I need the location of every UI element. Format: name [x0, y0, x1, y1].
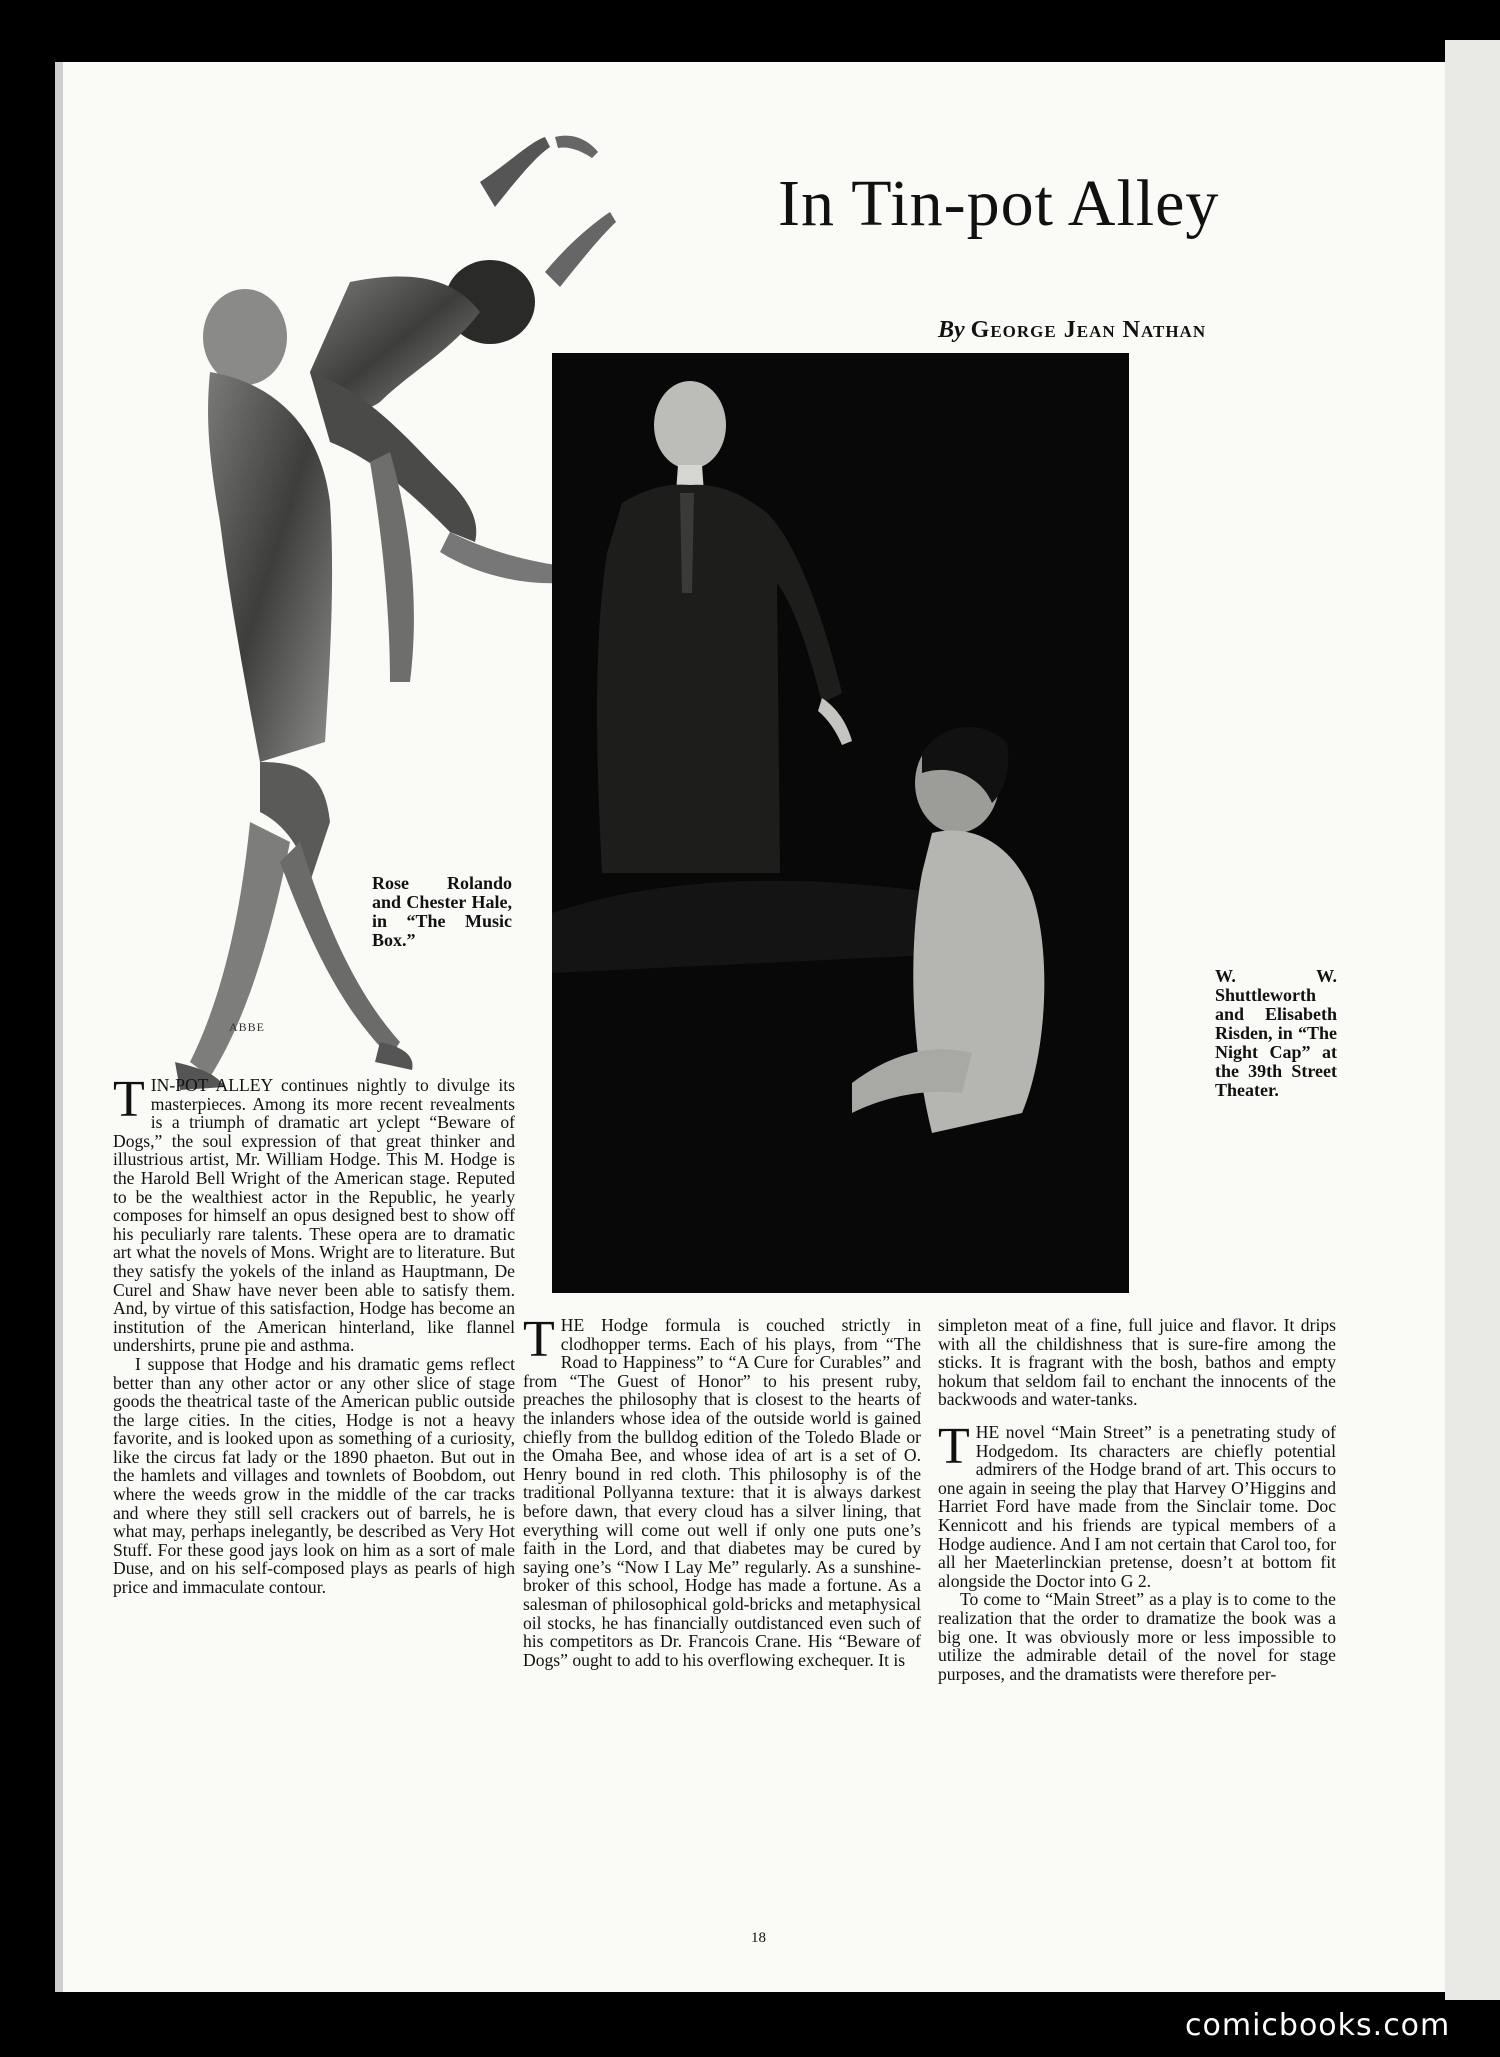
byline	[938, 317, 1206, 344]
column-1	[113, 1071, 515, 1598]
stage-photo-figures	[552, 353, 1129, 1293]
paragraph	[113, 1071, 515, 1356]
column-3	[938, 1316, 1336, 1683]
paragraph	[938, 1417, 1336, 1591]
paragraph-text: IN-POT ALLEY continues nightly to divulge its masterpieces. Among its more recent revealments is a triumph of dramatic art yclept “Beware of Dogs,” the soul expression of that great thinker and illustrious artist, Mr. William Hodge. This M. Hodge is the Harold Bell Wright of the American stage. Reputed to be the wealthiest actor in the Republic, he yearly composes for himself an opus designed best to show off his peculiarly rare talents. These opera are to dramatic art what the novels of Mons. Wright are to literature. But they satisfy the yokels of the inland as Hauptmann, De Curel and Shaw have never been able to satisfy them. And, by virtue of this satisfaction, Hodge has become an institution of the American hinterland, like flannel undershirts, prune pie and asthma.	[113, 1075, 515, 1356]
caption-left: Rose Rolando and Chester Hale, in “The Music Box.”	[372, 873, 512, 950]
site-watermark: comicbooks.com	[1185, 2008, 1451, 2043]
paragraph: simpleton meat of a fine, full juice and flavor. It drips with all the childishness that is sure-fire among the sticks. It is fragrant with the bosh, bathos and empty hokum that seldom fail to enchant the innocents of the backwoods and water-tanks.	[938, 1315, 1336, 1410]
photo-credit: ABBE	[229, 1020, 266, 1034]
column-2	[523, 1311, 921, 1670]
paragraph: I suppose that Hodge and his dramatic gems reflect better than any other actor or any other slice of stage goods the theatrical taste of the American public outside the large cities. In the cities, Hodge is not a heavy favorite, and is looked upon as something of a curiosity, like the circus fat lady or the 1890 phaeton. But out in the hamlets and villages and townlets of Boobdom, out where the weeds grow in the middle of the car tracks and where they still sell crackers out of barrels, he is what may, perhaps inelegantly, be described as Very Hot Stuff. For these good jays look on him as a sort of male Duse, and on his self-composed plays as pearls of high price and immaculate contour.	[113, 1353, 515, 1598]
byline-author: George Jean Nathan	[970, 317, 1207, 343]
drop-cap: T	[523, 1311, 555, 1368]
page-number: 18	[751, 1930, 766, 1946]
paragraph	[523, 1311, 921, 1670]
dancers-photo	[150, 122, 620, 1112]
drop-cap: T	[938, 1417, 970, 1475]
byline-by: By	[938, 317, 965, 343]
adjacent-page-edge	[1445, 40, 1500, 2000]
paragraph: To come to “Main Street” as a play is to come to the realization that the order to dramatize the book was a big one. It was obviously more or less impossible to utilize the admirable detail of the novel for stage purposes, and the dramatists were therefore per-	[938, 1589, 1336, 1684]
stage-photo	[552, 353, 1129, 1293]
drop-cap: T	[113, 1071, 145, 1128]
paragraph-text: HE novel “Main Street” is a penetrating study of Hodgedom. Its characters are chiefly potential admirers of the Hodge brand of art. This occurs to one again in seeing the play that Harvey O’Higgins and Harriet Ford have made from the Sinclair tome. Doc Kennicott and his friends are typical members of a Hodge audience. And I am not certain that Carol too, for all her Maeterlinckian pretense, doesn’t at bottom fit alongside the Doctor into G 2.	[938, 1421, 1336, 1591]
paragraph-text: HE Hodge formula is couched strictly in clodhopper terms. Each of his plays, from “The Road to Happiness” to “A Cure for Curables” and from “The Guest of Honor” to his present ruby, preaches the philosophy that is closest to the hearts of the inlanders whose idea of the outside world is gained chiefly from the bulldog edition of the Toledo Blade or the Omaha Bee, and whose idea of art is a set of O. Henry bound in red cloth. This philosophy is of the traditional Pollyanna texture: that it is always darkest before dawn, that every cloud has a silver lining, that everything will come out well if only one puts one’s faith in the Lord, and that diabetes may be cured by saying one’s “Now I Lay Me” regularly. As a sunshine-broker of this school, Hodge has made a fortune. As a salesman of philosophical gold-bricks and metaphysical oil stocks, he has financially outdistanced even such of his competitors as Dr. Francois Crane. His “Beware of Dogs” ought to add to his overflowing exchequer. It is	[523, 1315, 921, 1670]
article-title: In Tin-pot Alley	[778, 167, 1220, 240]
caption-right: W. W. Shuttleworth and Elisabeth Risden, in “The Night Cap” at the 39th Street Theater.	[1215, 966, 1337, 1100]
binding-edge	[55, 62, 63, 1992]
magazine-page	[55, 62, 1445, 1992]
